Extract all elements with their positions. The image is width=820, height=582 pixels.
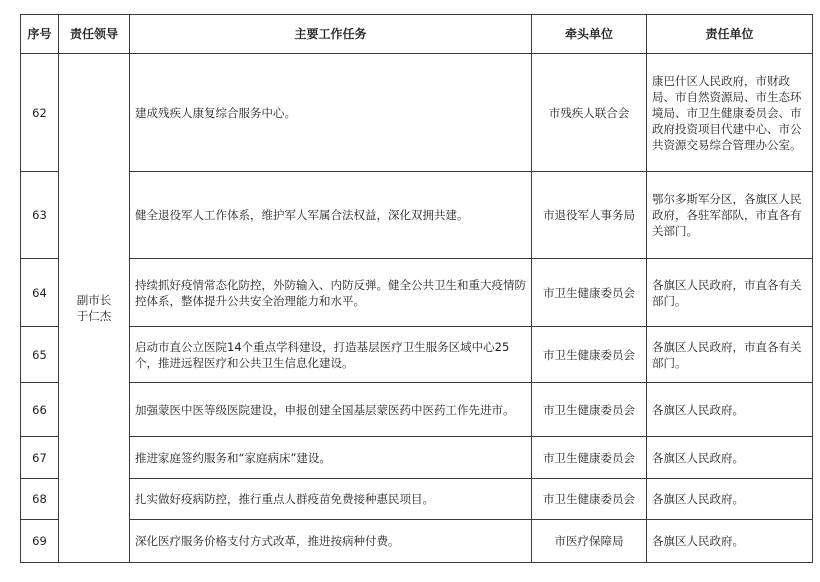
- table-row: [21, 383, 813, 437]
- responsible-units: 各旗区人民政府，市直各有关部门。: [647, 327, 813, 383]
- header-task: 主要工作任务: [130, 15, 532, 54]
- responsible-leader: 副市长 于仁杰: [59, 54, 130, 563]
- responsible-units: 鄂尔多斯军分区，各旗区人民政府，各驻军部队，市直各有关部门。: [647, 172, 813, 259]
- task-description: 深化医疗服务价格支付方式改革，推进按病种付费。: [130, 520, 532, 563]
- table-row: [21, 172, 813, 259]
- lead-unit: 市卫生健康委员会: [532, 327, 647, 383]
- header-leader: 责任领导: [59, 15, 130, 54]
- task-description: 推进家庭签约服务和“家庭病床”建设。: [130, 437, 532, 479]
- responsible-units: 康巴什区人民政府，市财政局、市自然资源局、市生态环境局、市卫生健康委员会、市政府投资项目代建中心、市公共资源交易综合管理办公室。: [647, 54, 813, 172]
- responsible-units: 各旗区人民政府。: [647, 520, 813, 563]
- row-number: 62: [21, 54, 59, 172]
- table-row: [21, 520, 813, 563]
- task-description: 持续抓好疫情常态化防控，外防输入、内防反弹。健全公共卫生和重大疫情防控体系，整体提升公共安全治理能力和水平。: [130, 259, 532, 327]
- lead-unit: 市卫生健康委员会: [532, 479, 647, 520]
- row-number: 63: [21, 172, 59, 259]
- table-row: [21, 479, 813, 520]
- responsible-units: 各旗区人民政府。: [647, 479, 813, 520]
- responsible-units: 各旗区人民政府。: [647, 437, 813, 479]
- row-number: 65: [21, 327, 59, 383]
- row-number: 66: [21, 383, 59, 437]
- responsible-units: 各旗区人民政府。: [647, 383, 813, 437]
- task-description: 启动市直公立医院14个重点学科建设，打造基层医疗卫生服务区域中心25个，推进远程医疗和公共卫生信息化建设。: [130, 327, 532, 383]
- table-header-row: [21, 15, 813, 54]
- task-description: 建成残疾人康复综合服务中心。: [130, 54, 532, 172]
- task-description: 扎实做好疫病防控，推行重点人群疫苗免费接种惠民项目。: [130, 479, 532, 520]
- lead-unit: 市卫生健康委员会: [532, 437, 647, 479]
- task-description: 加强蒙医中医等级医院建设，申报创建全国基层蒙医药中医药工作先进市。: [130, 383, 532, 437]
- lead-unit: 市卫生健康委员会: [532, 259, 647, 327]
- lead-unit: 市退役军人事务局: [532, 172, 647, 259]
- header-no: 序号: [21, 15, 59, 54]
- row-number: 69: [21, 520, 59, 563]
- header-lead-unit: 牵头单位: [532, 15, 647, 54]
- row-number: 67: [21, 437, 59, 479]
- header-resp-unit: 责任单位: [647, 15, 813, 54]
- table-row: [21, 259, 813, 327]
- responsible-units: 各旗区人民政府，市直各有关部门。: [647, 259, 813, 327]
- lead-unit: 市残疾人联合会: [532, 54, 647, 172]
- table-row: [21, 327, 813, 383]
- row-number: 68: [21, 479, 59, 520]
- table-row: [21, 437, 813, 479]
- task-description: 健全退役军人工作体系，维护军人军属合法权益，深化双拥共建。: [130, 172, 532, 259]
- lead-unit: 市医疗保障局: [532, 520, 647, 563]
- lead-unit: 市卫生健康委员会: [532, 383, 647, 437]
- table-row: [21, 54, 813, 172]
- row-number: 64: [21, 259, 59, 327]
- task-table: [20, 14, 813, 563]
